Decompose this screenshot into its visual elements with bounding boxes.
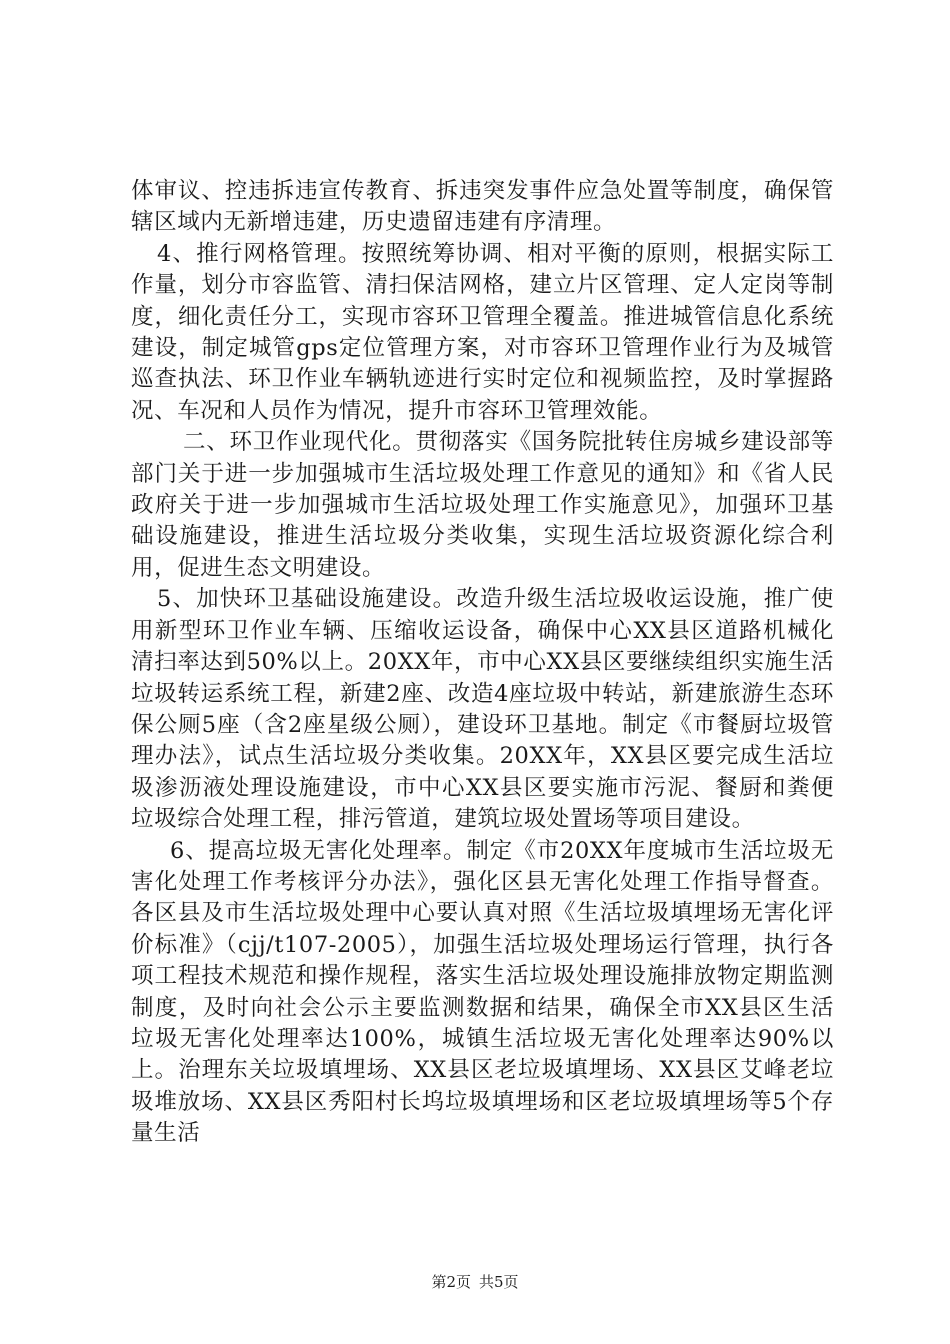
page-footer xyxy=(0,1272,950,1292)
page-total: 共5页 xyxy=(479,1273,519,1291)
paragraph-infrastructure: 5、加快环卫基础设施建设。改造升级生活垃圾收运设施，推广使用新型环卫作业车辆、压缩收运设备，确保中心XX县区道路机械化清扫率达到50%以上。20XX年，市中心XX县区要继续组织实施生活垃圾转运系统工程，新建2座、改造4座垃圾中转站，新建旅游生态环保公厕5座（含2座星级公厕），建设环卫基地。制定《市餐厨垃圾管理办法》，试点生活垃圾分类收集。20XX年，XX县区要完成生活垃圾渗沥液处理设施建设，市中心XX县区要实施市污泥、餐厨和粪便垃圾综合处理工程，排污管道，建筑垃圾处置场等项目建设。 xyxy=(131,586,834,833)
paragraph-continuation: 体审议、控违拆违宣传教育、拆违突发事件应急处置等制度，确保管辖区域内无新增违建，历史遗留违建有序清理。 xyxy=(131,178,834,236)
page-number: 第2页 xyxy=(431,1273,471,1291)
paragraph-sanitation-modernization: 二、环卫作业现代化。贯彻落实《国务院批转住房城乡建设部等部门关于进一步加强城市生活垃圾处理工作意见的通知》和《省人民政府关于进一步加强城市生活垃圾处理工作实施意见》，加强环卫基础设施建设，推进生活垃圾分类收集，实现生活垃圾资源化综合利用，促进生态文明建设。 xyxy=(131,429,834,581)
document-body xyxy=(131,176,834,1150)
paragraph-harmless-treatment: 6、提高垃圾无害化处理率。制定《市20XX年度城市生活垃圾无害化处理工作考核评分办法》，强化区县无害化处理工作指导督查。各区县及市生活垃圾处理中心要认真对照《生活垃圾填埋场无害化评价标准》（cjj/t107-2005），加强生活垃圾处理场运行管理，执行各项工程技术规范和操作规程，落实生活垃圾处理设施排放物定期监测制度，及时向社会公示主要监测数据和结果，确保全市XX县区生活垃圾无害化处理率达100%，城镇生活垃圾无害化处理率达90%以上。治理东关垃圾填埋场、XX县区老垃圾填埋场、XX县区艾峰老垃圾堆放场、XX县区秀阳村长坞垃圾填埋场和区老垃圾填埋场等5个存量生活 xyxy=(131,837,834,1147)
paragraph-grid-management: 4、推行网格管理。按照统筹协调、相对平衡的原则，根据实际工作量，划分市容监管、清扫保洁网格，建立片区管理、定人定岗等制度，细化责任分工，实现市容环卫管理全覆盖。推进城管信息化系统建设，制定城管gps定位管理方案，对市容环卫管理作业行为及城管巡查执法、环卫作业车辆轨迹进行实时定位和视频监控，及时掌握路况、车况和人员作为情况，提升市容环卫管理效能。 xyxy=(131,240,834,424)
